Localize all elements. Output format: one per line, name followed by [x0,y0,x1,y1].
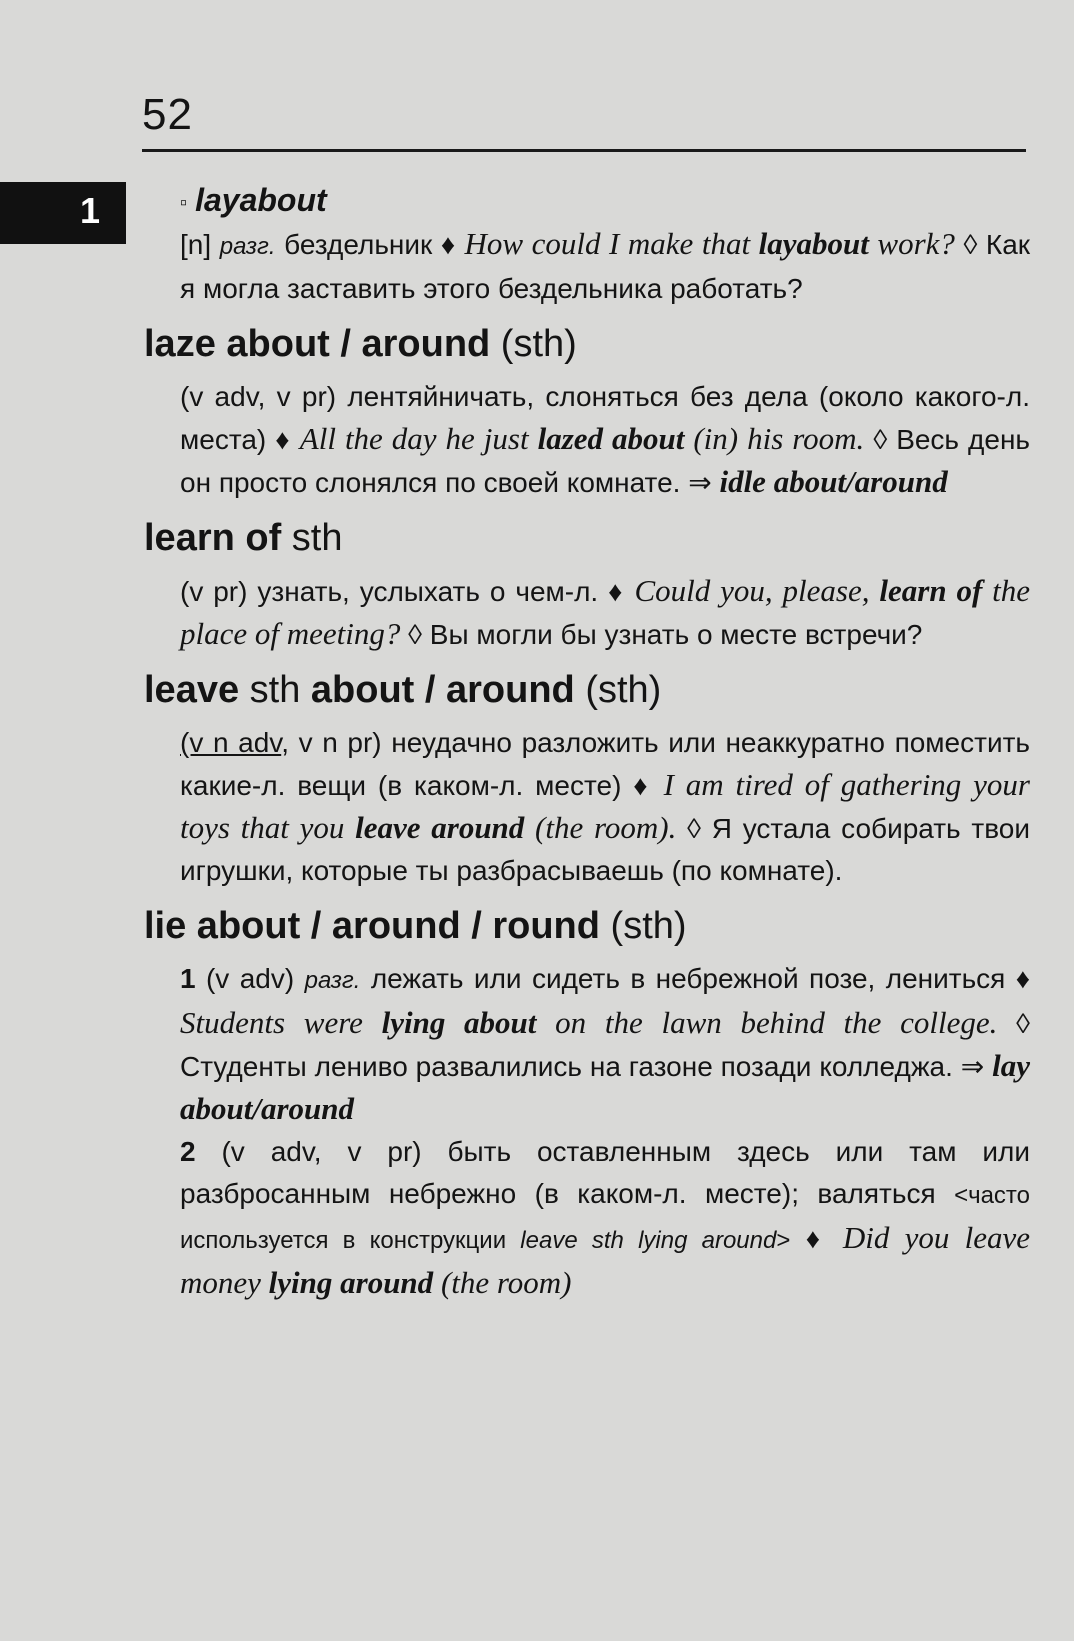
open-diamond-icon: ◊ [687,812,701,844]
diamond-icon: ♦ [805,1222,828,1254]
entry-headword: learn of sth [144,516,343,559]
entry-laze-about [144,320,1030,504]
page-number: 52 [142,90,193,139]
open-diamond-icon: ◊ [1016,1007,1030,1039]
entry-learn-of [144,514,1030,656]
entry-body: (v pr) узнать, услыхать о чем-л. ♦ Could you, please, learn of the place of meeting? ◊ Вы могли бы узнать о месте встречи? [180,572,1031,651]
arrow-right-icon: ⇒ [688,466,712,498]
entry-body: (v adv, v pr) лентяйничать, слоняться без дела (около какого-л. места) ♦ All the day he just lazed about (in) his room. ◊ Весь день он просто слонялся по своей комнате. ⇒ idle about/around [180,380,1030,499]
cross-reference: lay about/around [180,1047,1030,1126]
translation: Я устала собирать твои игрушки, которые ты разбрасываешь (по комнате). [180,812,1031,886]
entry-layabout [144,180,1030,310]
entry-body: [n] разг. бездельник ♦ How could I make that layabout work? ◊ Как я могла заставить этого бездельника работать? [180,225,1031,304]
example: Students were lying about on the lawn behind the college. [180,1004,998,1040]
example: Did you leave money lying around (the room) [180,1219,1031,1300]
entry-sense-2: 2 (v adv, v pr) быть оставленным здесь или там или разбросанным небрежно (в каком-л. месте); валяться <часто используется в конструкции leave sth lying around> ♦ Did you leave money lying around (the room) [180,1135,1031,1300]
example: Could you, please, learn of the place of meeting? [180,572,1031,651]
open-diamond-icon: ◊ [408,618,423,650]
usage-note: <часто используется в конструкции leave sth lying around> [180,1181,1030,1254]
entry-headword: laze about / around (sth) [144,322,577,365]
translation: Весь день он просто слонялся по своей комнате. [180,423,1030,498]
entry-body: (v n adv, v n pr) неудачно разложить или неаккуратно поместить какие-л. вещи (в каком-л. месте) ♦ I am tired of gathering your toys that you leave around (the room). ◊ Я устала собирать твои игрушки, которые ты разбрасываешь (по комнате). [180,726,1031,886]
translation: Вы могли бы узнать о месте встречи? [429,618,923,650]
diamond-icon: ♦ [440,228,456,260]
translation: Как я могла заставить этого бездельника работать? [180,228,1031,304]
example: How could I make that layabout work? [464,225,955,261]
entry-headword: ▫ layabout [180,182,327,218]
entry-leave-about [144,666,1030,892]
translation: Студенты лениво развалились на газоне позади колледжа. [180,1050,953,1082]
diamond-icon: ♦ [633,769,652,801]
entry-sense-1: 1 (v adv) разг. лежать или сидеть в небрежной позе, лениться ♦ Students were lying about on the lawn behind the college. ◊ Студенты лениво развалились на газоне позади колледжа. ⇒ lay about/around [180,962,1031,1126]
section-tab [0,182,126,244]
header-rule [142,149,1026,152]
entry-headword: leave sth about / around (sth) [144,668,662,711]
diamond-icon: ♦ [275,423,291,455]
entry-headword: lie about / around / round (sth) [144,904,687,947]
open-diamond-icon: ◊ [873,423,888,455]
diamond-icon: ♦ [608,575,625,607]
bullet-icon: ▫ [180,191,188,214]
entry-lie-about [144,902,1030,1305]
example: All the day he just lazed about (in) his room. [299,420,865,456]
example: I am tired of gathering your toys that you leave around (the room). [180,766,1030,845]
dictionary-content [144,180,1030,1315]
cross-reference: idle about/around [719,463,948,499]
section-tab-label: 1 [79,190,100,231]
arrow-right-icon: ⇒ [960,1050,985,1082]
open-diamond-icon: ◊ [963,228,978,260]
diamond-icon: ♦ [1015,962,1031,994]
